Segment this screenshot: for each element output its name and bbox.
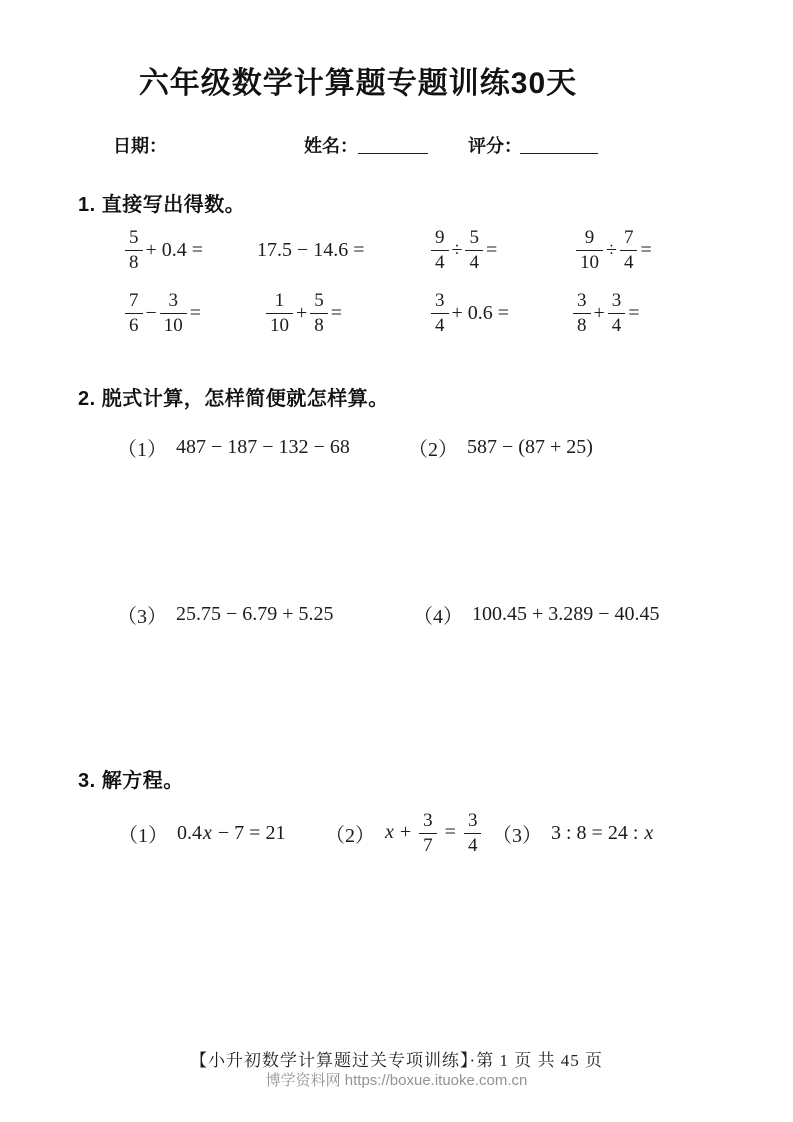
math-problem: $\frac{3}{4}$ + 0.6 = [428,285,509,341]
fraction: $\frac{5}{8}$ [310,290,328,337]
fraction: $\frac{3}{10}$ [160,290,187,337]
problem-number: （2） [408,438,458,461]
fraction: $\frac{7}{6}$ [125,290,143,337]
problem-number: （1） [117,438,167,461]
math-problem [408,434,593,460]
score-label: 评分： [468,136,522,156]
fraction: $\frac{5}{4}$ [465,227,483,274]
math-problem [117,434,350,460]
math-problem: 17.5 − 14.6 = [257,238,365,261]
problem-expression: 25.75 − 6.79 + 5.25 [176,602,334,625]
footer-source-url: 博学资料网 https://boxue.ituoke.com.cn [265,1072,528,1089]
fraction: $\frac{3}{4}$ [464,810,482,857]
footer-series-page-info: 【小升初数学计算题过关专项训练】·第 1 页 共 45 页 [190,1051,603,1070]
problem-expression: 3 : 8 = 24 : x [551,821,654,844]
variable: x [385,820,394,843]
fraction: $\frac{5}{8}$ [125,227,143,274]
math-problem: $\frac{1}{10}$ + $\frac{5}{8}$ = [263,285,342,341]
math-problem: $\frac{7}{6}$ − $\frac{3}{10}$ = [122,285,201,341]
problem-expression: 487 − 187 − 132 − 68 [176,435,350,458]
fraction: $\frac{9}{4}$ [431,227,449,274]
date-label: 日期： [113,136,167,156]
variable: x [644,821,654,844]
problem-expression: 0.4x − 7 = 21 [177,821,286,844]
problem-number: （3） [492,824,542,847]
fraction: $\frac{3}{4}$ [431,290,449,337]
problem-number: （1） [118,824,168,847]
fraction: $\frac{3}{7}$ [419,810,437,857]
fraction: $\frac{9}{10}$ [576,227,603,274]
problem-number: （2） [325,824,375,847]
math-problem [492,803,654,863]
section3-heading: 3. 解方程。 [78,770,184,792]
problem-expression: x + $\frac{3}{7}$ = $\frac{3}{4}$ [384,810,484,857]
math-problem [413,601,660,627]
math-problem: $\frac{3}{8}$ + $\frac{3}{4}$ = [570,285,640,341]
math-problem: $\frac{5}{8}$ + 0.4 = [122,222,203,278]
fraction: $\frac{1}{10}$ [266,290,293,337]
math-problem: $\frac{9}{10}$ ÷ $\frac{7}{4}$ = [573,222,652,278]
section2-heading: 2. 脱式计算，怎样简便就怎样算。 [78,388,389,410]
math-problem [325,803,484,863]
problem-expression: 587 − (87 + 25) [467,435,593,458]
problem-number: （3） [117,605,167,628]
variable: x [203,821,212,844]
fraction: $\frac{7}{4}$ [620,227,638,274]
math-problem: $\frac{9}{4}$ ÷ $\frac{5}{4}$ = [428,222,497,278]
section1-heading: 1. 直接写出得数。 [78,194,246,216]
fraction: $\frac{3}{4}$ [608,290,626,337]
name-label: 姓名： [304,136,358,156]
math-problem [117,601,334,627]
math-problem [118,803,285,863]
score-blank-line [520,137,598,154]
fraction: $\frac{3}{8}$ [573,290,591,337]
problem-expression: 100.45 + 3.289 − 40.45 [472,602,660,625]
problem-number: （4） [413,605,463,628]
page-title: 六年级数学计算题专题训练30天 [138,67,578,100]
name-blank-line [358,137,428,154]
